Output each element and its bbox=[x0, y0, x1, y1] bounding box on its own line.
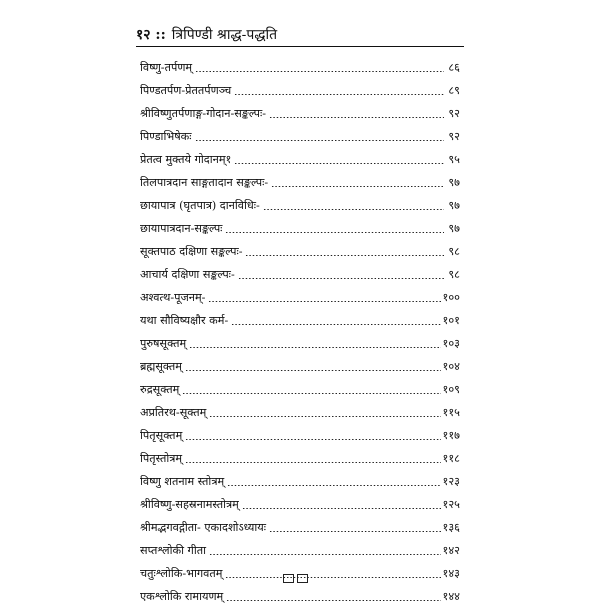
toc-entry-page: ९७ bbox=[448, 176, 460, 189]
toc-dot-leader bbox=[238, 278, 444, 279]
toc-entry bbox=[140, 121, 460, 144]
toc-dot-leader bbox=[195, 71, 444, 72]
toc-entry-label: छायापात्रदान-सङ्कल्पः bbox=[140, 222, 223, 235]
toc-entry-label: चतुःश्लोकि-भागवतम् bbox=[140, 567, 223, 580]
toc-entry-label: छायापात्र (घृतपात्र) दानविधिः- bbox=[140, 199, 260, 212]
page-header bbox=[136, 22, 466, 44]
toc-entry-label: तिलपात्रदान साङ्गतादान सङ्कल्पः- bbox=[140, 176, 269, 189]
toc-entry-label: विष्णु-तर्पणम् bbox=[140, 61, 193, 74]
toc-dot-leader bbox=[242, 508, 441, 509]
toc-entry-page: १०४ bbox=[442, 360, 460, 373]
toc-entry bbox=[140, 190, 460, 213]
toc-entry-page: ११५ bbox=[442, 406, 460, 419]
toc-entry bbox=[140, 512, 460, 535]
toc-entry-page: १०३ bbox=[442, 337, 460, 350]
toc-entry bbox=[140, 581, 460, 604]
toc-entry bbox=[140, 52, 460, 75]
toc-entry-page: ८९ bbox=[448, 84, 460, 97]
toc-entry-label: अश्वत्थ-पूजनम्- bbox=[140, 291, 206, 304]
toc-entry-page: ९५ bbox=[448, 153, 460, 166]
toc-entry-label: यथा सौविष्यक्षौर कर्म- bbox=[140, 314, 229, 327]
toc-dot-leader bbox=[225, 232, 444, 233]
toc-entry-page: १४२ bbox=[442, 544, 460, 557]
toc-entry bbox=[140, 489, 460, 512]
toc-entry-page: ९८ bbox=[448, 268, 460, 281]
toc-entry-page: ९२ bbox=[448, 107, 460, 120]
toc-entry-page: १३६ bbox=[442, 521, 460, 534]
toc-entry-label: श्रीमद्भगवद्गीता- एकादशोऽध्यायः bbox=[140, 521, 267, 534]
toc-entry-page: ८६ bbox=[448, 61, 460, 74]
toc-dot-leader bbox=[234, 163, 444, 164]
toc-entry-label: पिण्डाभिषेकः bbox=[140, 130, 192, 143]
header-page-number: १२ :: bbox=[136, 27, 166, 43]
toc-entry bbox=[140, 466, 460, 489]
toc-entry-label: श्रीविष्णुतर्पणाङ्ग-गोदान-सङ्कल्पः- bbox=[140, 107, 267, 120]
toc-entry-page: १०९ bbox=[442, 383, 460, 396]
toc-entry bbox=[140, 420, 460, 443]
toc-entry-label: पितृसूक्तम् bbox=[140, 429, 183, 442]
toc-dot-leader bbox=[234, 94, 444, 95]
toc-entry-page: १४४ bbox=[442, 590, 460, 603]
toc-dot-leader bbox=[227, 485, 440, 486]
toc-entry-label: श्रीविष्णु-सहस्रनामस्तोत्रम् bbox=[140, 498, 239, 511]
toc-entry-page: १०१ bbox=[442, 314, 460, 327]
toc-entry bbox=[140, 397, 460, 420]
toc-entry-label: ब्रह्मसूक्तम् bbox=[140, 360, 182, 373]
toc-entry-page: ९२ bbox=[448, 130, 460, 143]
toc-entry bbox=[140, 535, 460, 558]
toc-entry-page: १२३ bbox=[442, 475, 460, 488]
toc-entry-label: सप्तश्लोकी गीता bbox=[140, 544, 206, 557]
footer-box-left bbox=[283, 574, 294, 583]
toc-entry bbox=[140, 305, 460, 328]
toc-dot-leader bbox=[271, 186, 444, 187]
footer-ornament bbox=[283, 574, 308, 583]
toc-entry bbox=[140, 98, 460, 121]
footer-box-right bbox=[297, 574, 308, 583]
toc-dot-leader bbox=[226, 600, 440, 601]
toc-entry bbox=[140, 167, 460, 190]
toc-dot-leader bbox=[225, 577, 440, 578]
toc-entry-label: पिण्डतर्पण-प्रेततर्पणञ्च bbox=[140, 84, 232, 97]
toc-entry-label: सूक्तपाठ दक्षिणा सङ्कल्पः- bbox=[140, 245, 243, 258]
toc-entry bbox=[140, 351, 460, 374]
toc-entry bbox=[140, 144, 460, 167]
toc-entry-label: पितृस्तोत्रम् bbox=[140, 452, 183, 465]
toc-entry-page: ११८ bbox=[442, 452, 460, 465]
toc-entry bbox=[140, 443, 460, 466]
toc-entry-label: प्रेतत्व मुक्तये गोदानम्१ bbox=[140, 153, 232, 166]
toc-dot-leader bbox=[231, 324, 440, 325]
toc-entry-page: ९८ bbox=[448, 245, 460, 258]
toc-entry-page: १४३ bbox=[442, 567, 460, 580]
toc-entry bbox=[140, 213, 460, 236]
toc-dot-leader bbox=[208, 301, 440, 302]
header-rule bbox=[136, 46, 464, 47]
header-title: त्रिपिण्डी श्राद्ध-पद्धति bbox=[171, 27, 278, 43]
toc-entry-label: विष्णु शतनाम स्तोत्रम् bbox=[140, 475, 225, 488]
table-of-contents bbox=[140, 52, 460, 604]
toc-dot-leader bbox=[189, 347, 440, 348]
toc-entry bbox=[140, 328, 460, 351]
toc-entry bbox=[140, 259, 460, 282]
toc-dot-leader bbox=[195, 140, 444, 141]
toc-entry-label: रुद्रसूक्तम् bbox=[140, 383, 180, 396]
toc-dot-leader bbox=[269, 531, 441, 532]
toc-dot-leader bbox=[185, 370, 441, 371]
toc-dot-leader bbox=[185, 462, 440, 463]
toc-entry-label: अप्रतिरथ-सूक्तम् bbox=[140, 406, 207, 419]
toc-dot-leader bbox=[263, 209, 444, 210]
toc-dot-leader bbox=[245, 255, 444, 256]
toc-entry bbox=[140, 282, 460, 305]
toc-entry-page: ११७ bbox=[442, 429, 460, 442]
toc-entry-label: एकश्लोकि रामायणम् bbox=[140, 590, 224, 603]
toc-entry bbox=[140, 75, 460, 98]
toc-entry-page: १२५ bbox=[442, 498, 460, 511]
toc-entry-page: १०० bbox=[442, 291, 460, 304]
toc-entry-label: आचार्य दक्षिणा सङ्कल्पः- bbox=[140, 268, 235, 281]
toc-entry-label: पुरुषसूक्तम् bbox=[140, 337, 187, 350]
toc-dot-leader bbox=[209, 416, 440, 417]
toc-dot-leader bbox=[185, 439, 440, 440]
toc-entry bbox=[140, 374, 460, 397]
toc-entry-page: ९७ bbox=[448, 199, 460, 212]
toc-entry-page: ९७ bbox=[448, 222, 460, 235]
toc-dot-leader bbox=[182, 393, 440, 394]
toc-dot-leader bbox=[269, 117, 444, 118]
toc-entry bbox=[140, 236, 460, 259]
toc-dot-leader bbox=[209, 554, 441, 555]
